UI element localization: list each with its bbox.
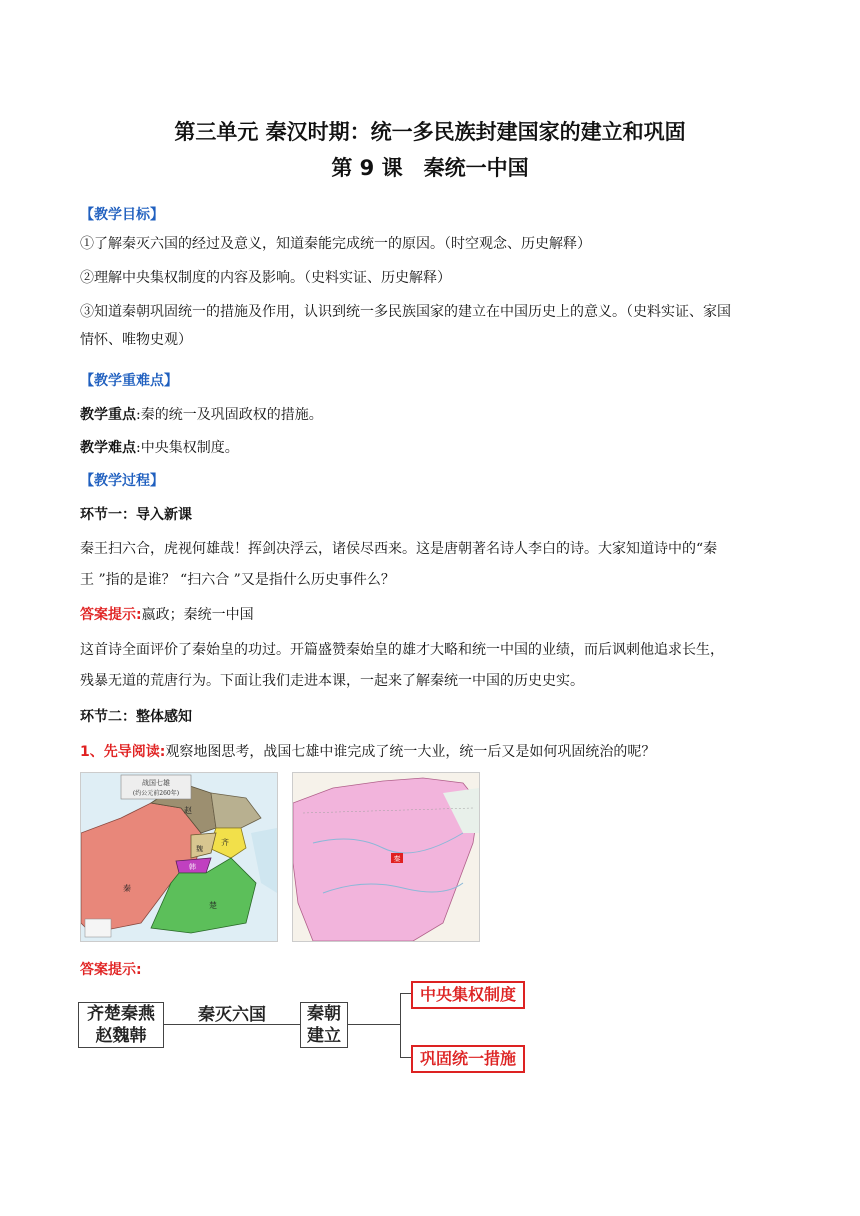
objective-1: ①了解秦灭六国的经过及意义，知道秦能完成统一的原因。（时空观念、历史解释）	[80, 236, 591, 252]
map1-state-zhao: 赵	[184, 806, 192, 815]
map1-state-han: 韩	[189, 863, 196, 871]
diagram-arrow-label: 秦灭六国	[198, 1005, 266, 1025]
section1-text-2: 王 ”指的是谁？ “扫六合 ”又是指什么历史事件么？	[80, 572, 395, 588]
key-focus-text: :秦的统一及巩固政权的措施。	[136, 407, 323, 423]
map1-state-qin: 秦	[123, 884, 131, 893]
map1-title-2: (约公元前260年)	[132, 790, 180, 797]
warring-states-map	[80, 772, 278, 942]
key-difficulty	[80, 433, 784, 464]
warring-states-map-graphic	[81, 773, 277, 941]
reading-text: 观察地图思考，战国七雄中谁完成了统一大业，统一后又是如何巩固统治的呢？	[165, 744, 656, 760]
diagram-box-qin	[300, 1002, 348, 1048]
diagram-box-states	[78, 1002, 164, 1048]
process-heading: 【教学过程】	[80, 473, 164, 489]
section1-para-1: 这首诗全面评价了秦始皇的功过。开篇盛赞秦始皇的雄才大略和统一中国的业绩，而后讽刺他追求长生，	[80, 642, 724, 658]
diagram-connector-2	[348, 1024, 400, 1025]
key-focus	[80, 400, 784, 431]
objectives-heading: 【教学目标】	[80, 207, 164, 223]
objective-3: ③知道秦朝巩固统一的措施及作用，认识到统一多民族国家的建立在中国历史上的意义。（史料实证、家国	[80, 304, 731, 320]
diagram-bracket-vertical	[400, 993, 401, 1057]
key-difficulty-text: :中央集权制度。	[136, 440, 239, 456]
objective-3-cont: 情怀、唯物史观）	[80, 332, 192, 348]
diagram-qin-line2: 建立	[307, 1026, 341, 1046]
answer2-label: 答案提示:	[80, 962, 142, 978]
map1-title-1: 战国七雄	[142, 779, 170, 787]
section1-para-2: 残暴无道的荒唐行为。下面让我们走进本课，一起来了解秦统一中国的历史史实。	[80, 673, 584, 689]
section2-title: 环节二：整体感知	[80, 709, 192, 725]
map1-state-wei: 魏	[196, 845, 203, 853]
keypoints-heading: 【教学重难点】	[80, 373, 178, 389]
diagram-states-line2: 赵魏韩	[95, 1026, 147, 1046]
answer1-label: 答案提示:	[80, 607, 142, 623]
map2-capital: 秦	[393, 855, 401, 863]
map1-state-qi: 齐	[221, 838, 229, 847]
diagram-consolidation: 巩固统一措施	[411, 1045, 525, 1073]
diagram-states-line1: 齐楚秦燕	[87, 1004, 155, 1024]
key-difficulty-label: 教学难点	[80, 440, 136, 456]
unit-title: 第三单元 秦汉时期：统一多民族封建国家的建立和巩固	[174, 120, 686, 144]
diagram-qin-line1: 秦朝	[307, 1004, 341, 1024]
answer1-text: 嬴政；秦统一中国	[141, 607, 254, 623]
diagram-central-system: 中央集权制度	[411, 981, 525, 1009]
qin-dynasty-map	[292, 772, 480, 942]
key-focus-label: 教学重点	[80, 407, 136, 423]
section1-text-1: 秦王扫六合，虎视何雄哉！挥剑决浮云，诸侯尽西来。这是唐朝著名诗人李白的诗。大家知道诗中的“秦	[80, 541, 718, 557]
answer1	[80, 600, 784, 631]
qin-dynasty-map-graphic	[293, 773, 479, 941]
map1-state-chu: 楚	[209, 901, 217, 910]
reading-label: 1、先导阅读:	[80, 744, 166, 760]
section1-title: 环节一：导入新课	[80, 507, 192, 523]
lesson-title: 第 9 课 秦统一中国	[331, 156, 529, 180]
objective-2: ②理解中央集权制度的内容及影响。（史料实证、历史解释）	[80, 270, 451, 286]
reading-line	[80, 737, 784, 768]
